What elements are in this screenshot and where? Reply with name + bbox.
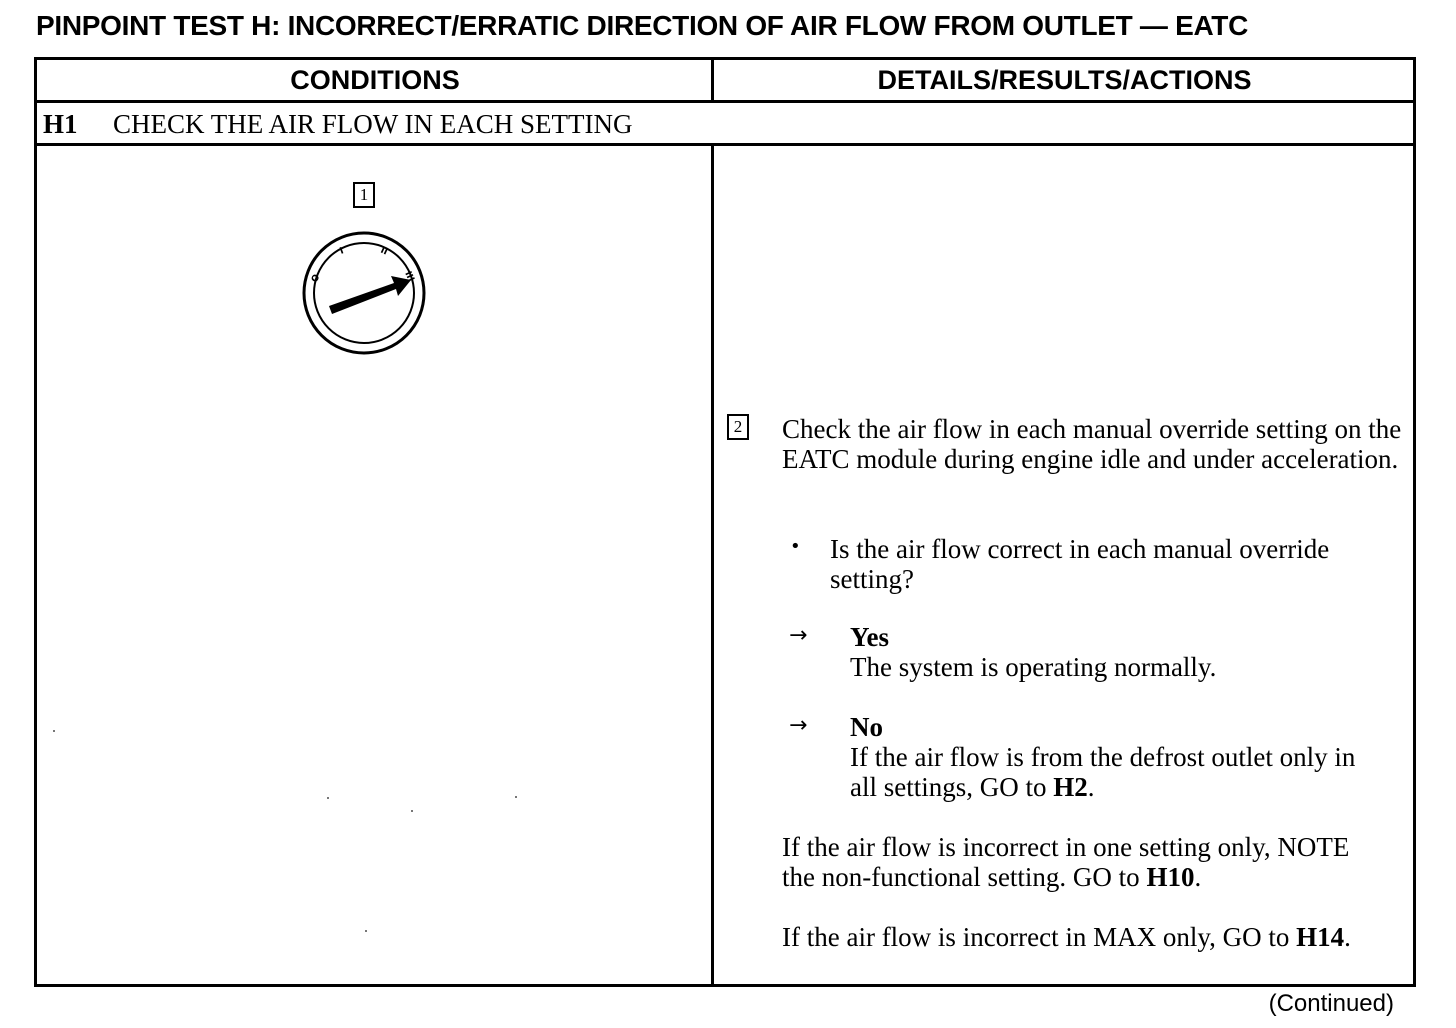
ref-h10: H10 [1146,862,1195,892]
no-label: No [850,712,883,742]
header-divider [711,60,714,100]
one-setting-text: If the air flow is incorrect in one setting only, NOTE the non-functional setting. GO to H10. [782,832,1350,892]
conditions-header: CONDITIONS [290,64,460,95]
yes-text: The system is operating normally. [850,652,1217,682]
yes-label: Yes [850,622,889,652]
step-title: CHECK THE AIR FLOW IN EACH SETTING [113,108,633,139]
ref-h14: H14 [1296,922,1345,952]
switch-label-run: II [378,245,390,258]
ignition-switch-icon [299,230,429,356]
detail-number-box: 2 [727,414,749,440]
ref-h2: H2 [1053,772,1088,802]
question-text: Is the air flow correct in each manual override setting? [830,534,1330,594]
condition-number-box: 1 [353,182,375,208]
arrow-right-icon: → [789,713,808,738]
header-rule [37,100,1413,103]
column-divider [711,146,714,984]
switch-label-start: III [402,270,416,284]
pinpoint-test-table [34,57,1416,987]
arrow-right-icon: → [789,623,808,648]
max-only-text: If the air flow is incorrect in MAX only, GO to H14. [782,922,1351,952]
page-title: PINPOINT TEST H: INCORRECT/ERRATIC DIRECTION OF AIR FLOW FROM OUTLET — EATC [36,10,1249,41]
step-id: H1 [43,108,78,139]
step-row [43,107,633,141]
step-rule [37,143,1413,146]
details-header: DETAILS/RESULTS/ACTIONS [877,64,1252,95]
switch-label-off: O [309,272,323,285]
no-text: If the air flow is from the defrost outlet only in all settings, GO to H2. [850,742,1356,802]
instruction-text: Check the air flow in each manual override setting on the EATC module during engine idle and under acceleration. [782,414,1402,474]
bullet-icon: • [790,536,801,557]
switch-label-acc: I [338,246,346,257]
continued-note: (Continued) [1268,990,1394,1017]
